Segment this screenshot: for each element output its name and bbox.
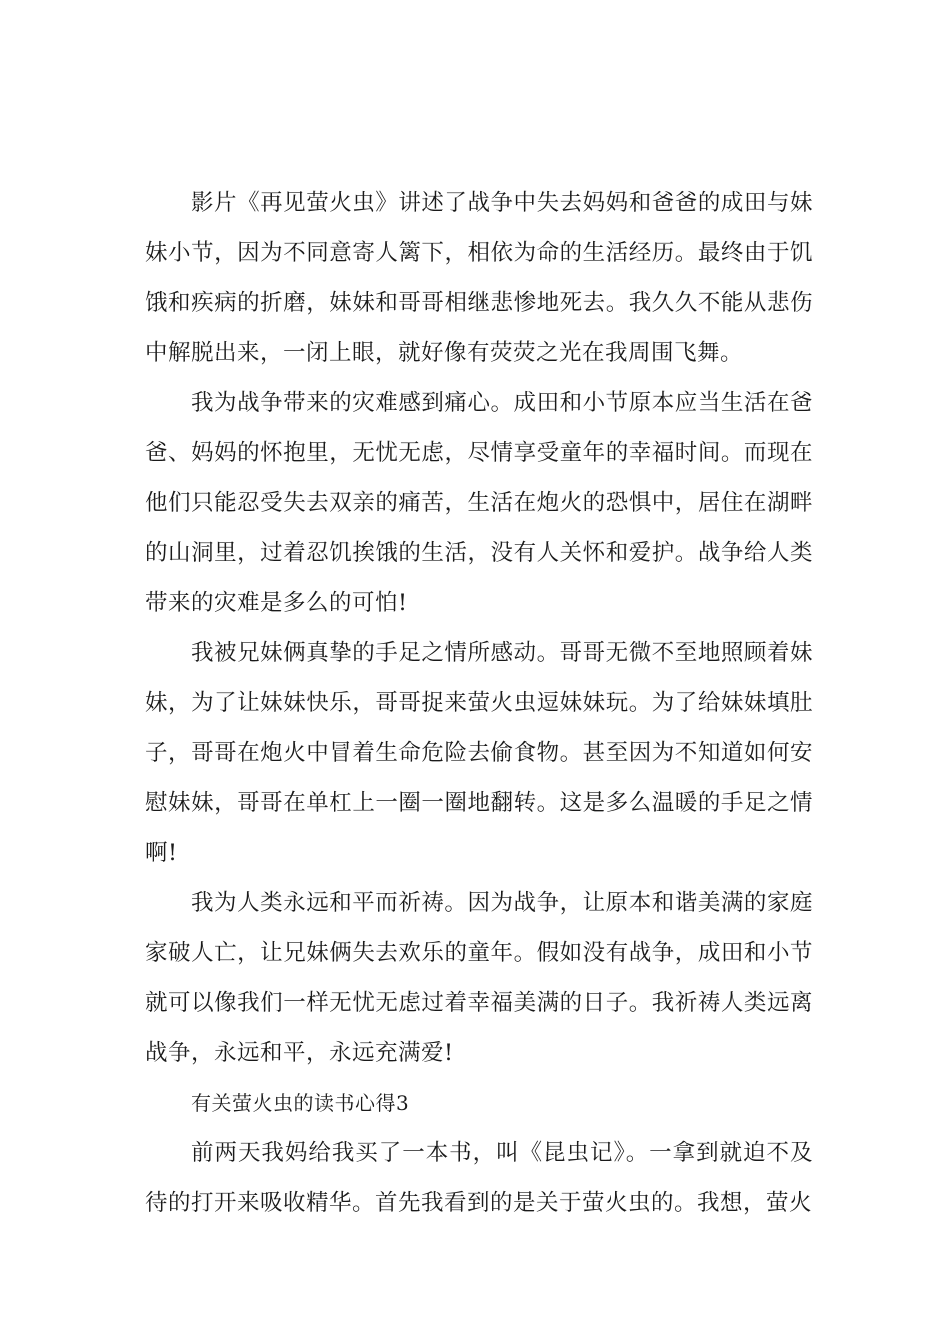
paragraph-5: 前两天我妈给我买了一本书，叫《昆虫记》。一拿到就迫不及待的打开来吸收精华。首先我看到的是关于萤火虫的。我想，萤火 [145, 1140, 813, 1216]
paragraph-4: 我为人类永远和平而祈祷。因为战争，让原本和谐美满的家庭家破人亡，让兄妹俩失去欢乐的童年。假如没有战争，成田和小节就可以像我们一样无忧无虑过着幸福美满的日子。我祈祷人类远离战争，永远和平，永远充满爱! [145, 890, 813, 1066]
paragraph-3: 我被兄妹俩真挚的手足之情所感动。哥哥无微不至地照顾着妹妹，为了让妹妹快乐，哥哥捉来萤火虫逗妹妹玩。为了给妹妹填肚子，哥哥在炮火中冒着生命危险去偷食物。甚至因为不知道如何安慰妹妹，哥哥在单杠上一圈一圈地翻转。这是多么温暖的手足之情啊! [145, 640, 813, 866]
document-body [145, 178, 813, 1228]
paragraph-1: 影片《再见萤火虫》讲述了战争中失去妈妈和爸爸的成田与妹妹小节，因为不同意寄人篱下，相依为命的生活经历。最终由于饥饿和疾病的折磨，妹妹和哥哥相继悲惨地死去。我久久不能从悲伤中解脱出来，一闭上眼，就好像有荧荧之光在我周围飞舞。 [145, 190, 813, 366]
section-heading: 有关萤火虫的读书心得3 [191, 1091, 410, 1115]
paragraph-2: 我为战争带来的灾难感到痛心。成田和小节原本应当生活在爸爸、妈妈的怀抱里，无忧无虑，尽情享受童年的幸福时间。而现在他们只能忍受失去双亲的痛苦，生活在炮火的恐惧中，居住在湖畔的山洞里，过着忍饥挨饿的生活，没有人关怀和爱护。战争给人类带来的灾难是多么的可怕! [145, 390, 813, 616]
